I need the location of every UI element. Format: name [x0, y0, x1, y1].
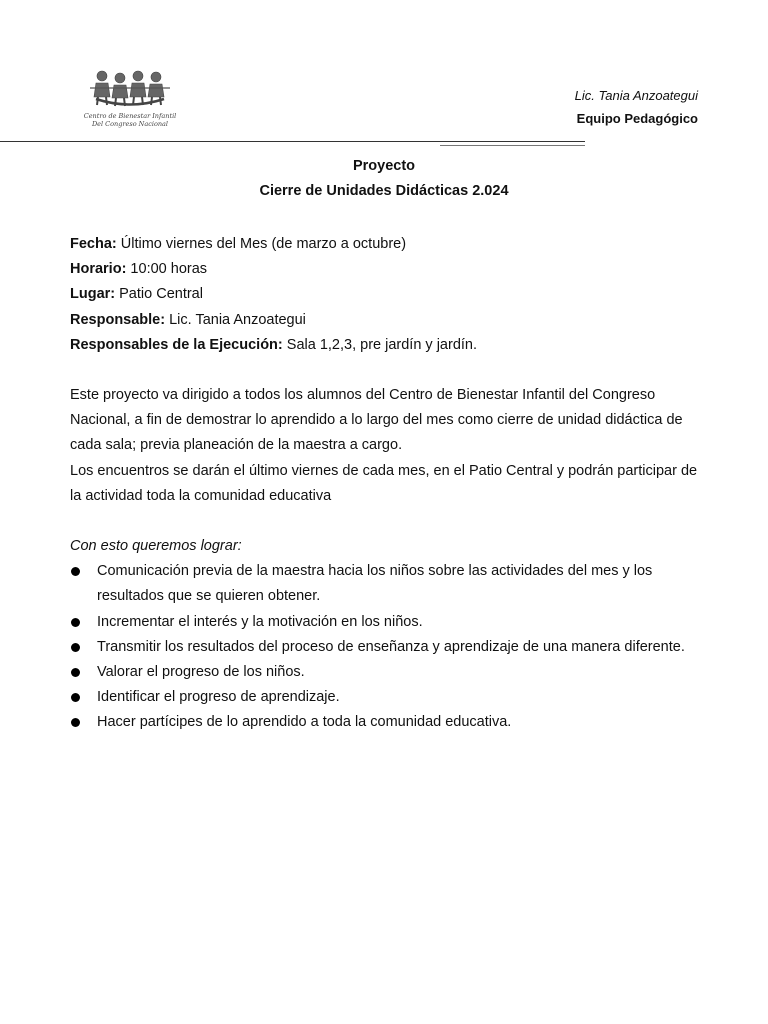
- list-item: [70, 660, 710, 685]
- field-value: Último viernes del Mes (de marzo a octubre): [116, 236, 407, 252]
- header-divider-secondary: [440, 145, 585, 146]
- field-label: Responsable:: [70, 311, 166, 328]
- paragraph-2: Los encuentros se darán el último viernes de cada mes, en el Patio Central y podrán participar de la actividad toda la comunidad educativa: [70, 462, 698, 504]
- goal-text: Hacer partícipes de lo aprendido a toda la comunidad educativa.: [97, 714, 512, 731]
- goal-text: Comunicación previa de la maestra hacia los niños sobre las actividades del mes y los resultados que se quieren obtener.: [97, 563, 653, 605]
- institution-logo: [80, 66, 180, 138]
- document-subtitle: Cierre de Unidades Didácticas 2.024: [259, 183, 509, 199]
- goals-list: [70, 559, 710, 735]
- children-logo-icon: [80, 66, 180, 110]
- goal-text: Valorar el progreso de los niños.: [97, 664, 305, 681]
- list-item: [70, 559, 710, 609]
- list-item: [70, 710, 710, 735]
- bullet-icon: [71, 567, 80, 576]
- logo-caption-line2: Del Congreso Nacional: [91, 120, 169, 128]
- field-label: Lugar:: [70, 286, 116, 303]
- goal-text: Transmitir los resultados del proceso de enseñanza y aprendizaje de una manera diferente.: [97, 638, 685, 655]
- logo-caption-line1: Centro de Bienestar Infantil: [83, 112, 177, 120]
- bullet-icon: [71, 718, 80, 727]
- bullet-icon: [71, 643, 80, 652]
- field-fecha: [70, 232, 710, 257]
- list-item: [70, 685, 710, 710]
- goal-text: Identificar el progreso de aprendizaje.: [97, 689, 340, 706]
- field-horario: [70, 257, 710, 282]
- header-divider: [0, 141, 585, 142]
- bullet-icon: [71, 668, 80, 677]
- author-name: Lic. Tania Anzoategui: [574, 88, 698, 103]
- field-value: 10:00 horas: [126, 261, 208, 278]
- team-name: Equipo Pedagógico: [576, 111, 698, 126]
- field-label: Responsables de la Ejecución:: [70, 336, 283, 353]
- field-responsables-ejecucion: [70, 333, 710, 358]
- logo-caption: [80, 112, 180, 128]
- document-body: [70, 232, 710, 736]
- header-author-block: [575, 88, 698, 127]
- paragraph-1: Este proyecto va dirigido a todos los alumnos del Centro de Bienestar Infantil del Congreso Nacional, a fin de demostrar lo aprendido a lo largo del mes como cierre de unidad didáctica de cada sala; previa planeación de la maestra a cargo.: [70, 387, 683, 454]
- list-item: [70, 635, 710, 660]
- field-label: Horario:: [70, 261, 127, 278]
- list-item: [70, 610, 710, 635]
- field-lugar: [70, 282, 710, 307]
- bullet-icon: [71, 693, 80, 702]
- bullet-icon: [71, 618, 80, 627]
- field-value: Lic. Tania Anzoategui: [165, 311, 306, 328]
- field-responsable: [70, 308, 710, 333]
- field-value: Sala 1,2,3, pre jardín y jardín.: [282, 336, 477, 353]
- document-title: Proyecto: [352, 158, 416, 174]
- description-paragraph: [70, 383, 710, 509]
- field-value: Patio Central: [115, 286, 203, 303]
- goals-intro: Con esto queremos lograr:: [70, 538, 242, 555]
- field-label: Fecha:: [70, 236, 117, 252]
- goal-text: Incrementar el interés y la motivación en los niños.: [97, 613, 423, 630]
